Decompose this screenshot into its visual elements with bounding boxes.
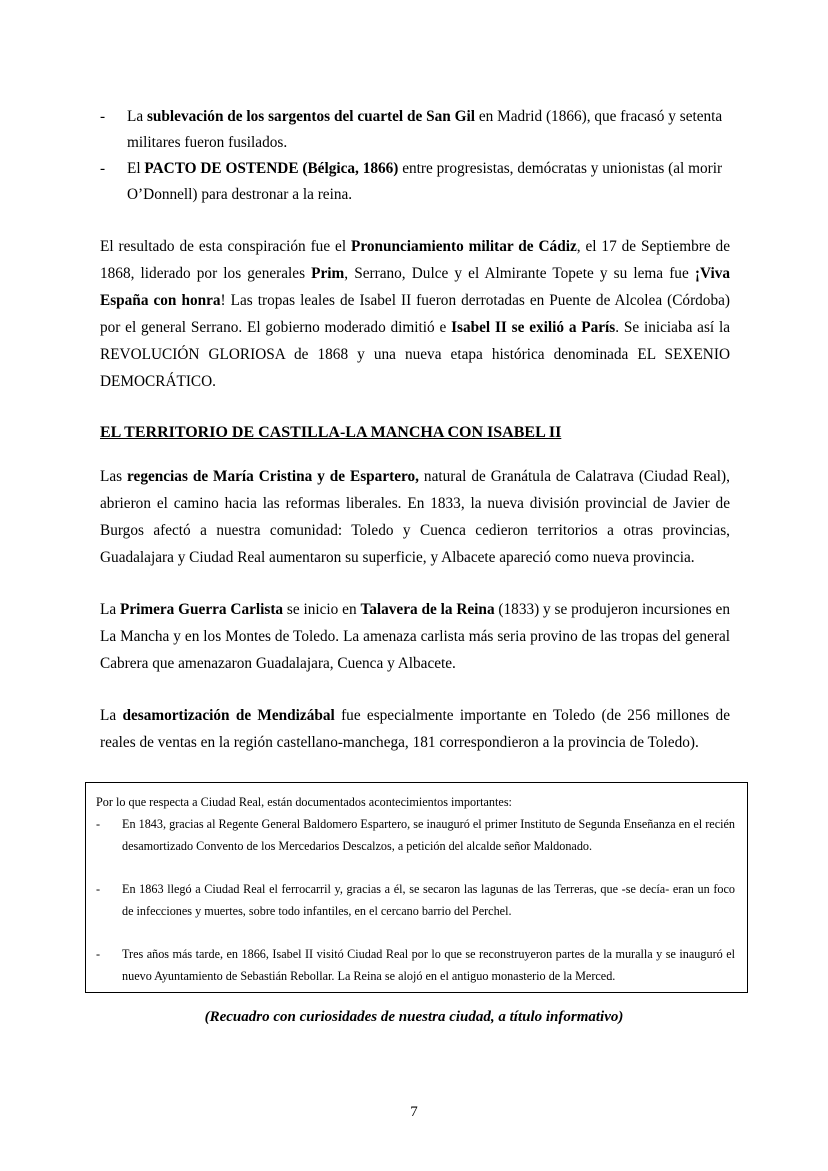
para-text: ! Las tropas leales de Isabel II fueron derrotadas en Puente de Alcolea (Córdoba) por el general Serrano. El gobierno moderado dimitió e [100,292,730,336]
bullet-dash: - [100,108,106,125]
para-bold: regencias de María Cristina y de Espartero, [127,468,419,485]
para-text: natural de Granátula de Calatrava (Ciudad Real), abrieron el camino hacia las reformas liberales. En 1833, la nueva división provincial de Javier de Burgos afectó a nuestra comunidad: Toledo y Cuenca cedieron territorios a otras provincias, Guadalajara y Ciudad Real aumentaron su superficie, y Albacete apareció como nueva provincia. [100,468,730,566]
box-caption: (Recuadro con curiosidades de nuestra ciudad, a título informativo) [204,1009,624,1025]
para-text: fue especialmente importante en Toledo (de 256 millones de reales de ventas en la región castellano-manchega, 181 correspondieron a la provincia de Toledo). [100,707,730,751]
box-item-instituto [96,813,735,857]
bullet-text-pre: El [127,160,145,177]
box-item-dash: - [96,882,101,896]
para-bold: Primera Guerra Carlista [119,601,284,618]
para-bold: Isabel II se exilió a París [451,319,616,336]
para-bold: Pronunciamiento militar de Cádiz [350,238,577,255]
curiosities-box [85,782,748,993]
paragraph-desamortizacion [100,702,730,756]
bullet-list [100,104,734,208]
para-text: , el 17 de Septiembre de 1868, liderado por los generales [100,238,730,282]
bullet-text-post: entre progresistas, demócratas y unionistas (al morir O’Donnell) para destronar a la reina. [127,160,723,203]
para-text: Las [100,468,128,485]
box-item-text: Tres años más tarde, en 1866, Isabel II visitó Ciudad Real por lo que se reconstruyeron partes de la muralla y se inauguró el nuevo Ayuntamiento de Sebastián Rebollar. La Reina se alojó en el antiguo monasterio de la Merced. [122,947,735,983]
para-bold: desamortización de Mendizábal [122,707,335,724]
bullet-item-pacto-ostende [100,156,734,208]
para-text: se inicio en [283,601,361,618]
para-text: . Se iniciaba así la REVOLUCIÓN GLORIOSA de 1868 y una nueva etapa histórica denominada EL SEXENIO DEMOCRÁTICO. [100,319,730,390]
page-number: 7 [410,1104,418,1120]
bullet-text-post: en Madrid (1866), que fracasó y setenta militares fueron fusilados. [127,108,723,151]
paragraph-pronunciamiento [100,233,730,395]
box-item-text: En 1843, gracias al Regente General Baldomero Espartero, se inauguró el primer Instituto de Segunda Enseñanza en el recién desamortizado Convento de los Mercedarios Descalzos, a petición del alcalde señor Maldonado. [122,817,735,853]
para-bold: Prim [311,265,345,282]
section-heading: EL TERRITORIO DE CASTILLA-LA MANCHA CON ISABEL II [100,424,562,441]
para-bold: Talavera de la Reina [360,601,495,618]
paragraph-regencias [100,463,730,571]
bullet-text-bold: PACTO DE OSTENDE (Bélgica, 1866) [144,160,399,177]
bullet-item-san-gil [100,104,734,156]
paragraph-guerra-carlista [100,596,730,677]
box-item-dash: - [96,947,101,961]
box-intro: Por lo que respecta a Ciudad Real, están documentados acontecimientos importantes: [96,795,512,809]
para-text: , Serrano, Dulce y el Almirante Topete y su lema fue [344,265,695,282]
box-item-ayuntamiento [96,943,735,987]
bullet-text-bold: sublevación de los sargentos del cuartel de San Gil [146,108,476,125]
para-text: El resultado de esta conspiración fue el [100,238,351,255]
box-item-dash: - [96,817,101,831]
para-text: La [100,707,123,724]
bullet-dash: - [100,160,106,177]
para-text: La [100,601,120,618]
bullet-text-pre: La [127,108,147,125]
para-bold: ¡Viva España con honra [100,265,730,309]
box-item-ferrocarril [96,878,735,922]
box-item-text: En 1863 llegó a Ciudad Real el ferrocarril y, gracias a él, se secaron las lagunas de las Terreras, que -se decía- eran un foco de infecciones y muertes, sobre todo infantiles, en el cercano barrio del Perchel. [122,882,735,918]
para-text: (1833) y se produjeron incursiones en La Mancha y en los Montes de Toledo. La amenaza carlista más seria provino de las tropas del general Cabrera que amenazaron Guadalajara, Cuenca y Albacete. [100,601,730,672]
